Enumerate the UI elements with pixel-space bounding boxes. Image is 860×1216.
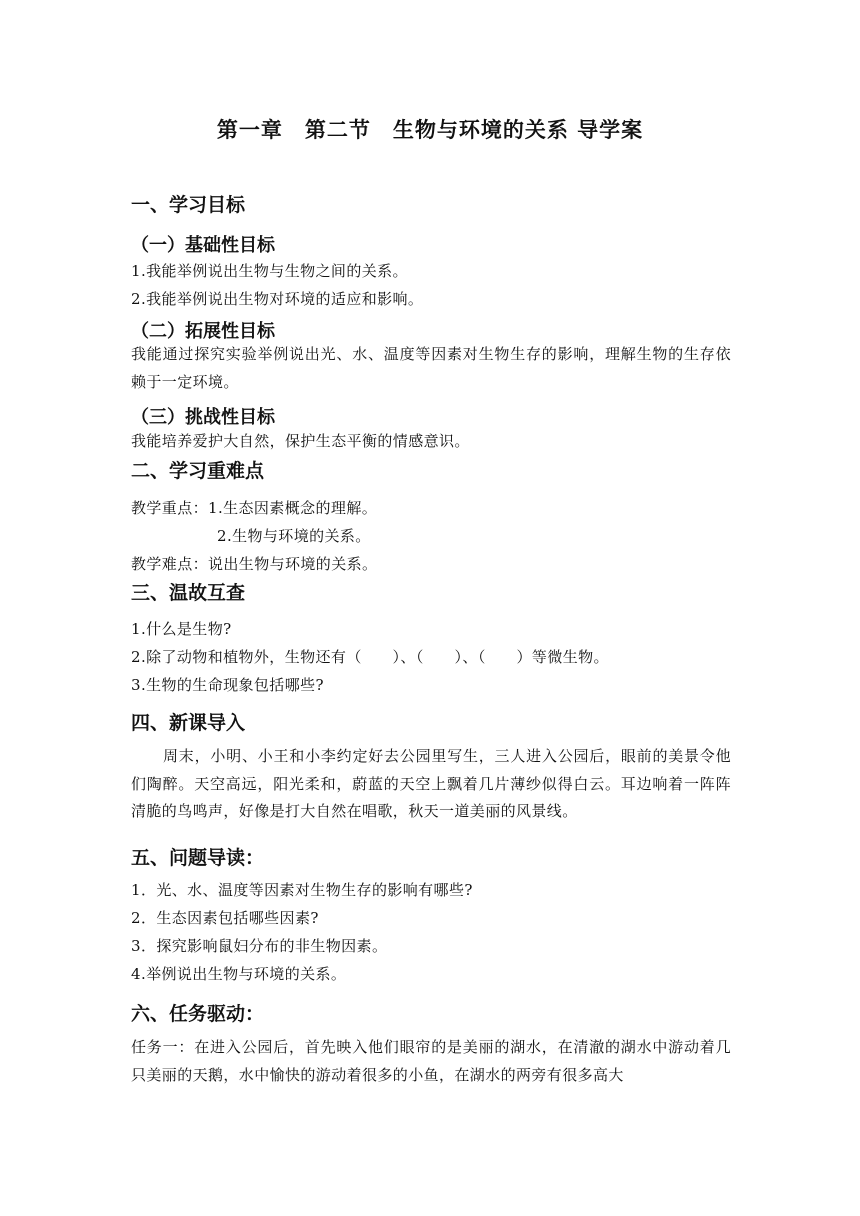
guided-question: 3．探究影响鼠妇分布的非生物因素。 bbox=[131, 937, 388, 955]
key-point: 教学重点：1.生态因素概念的理解。 bbox=[131, 499, 378, 517]
review-question: 2.除了动物和植物外，生物还有（ ）、（ ）、（ ）等微生物。 bbox=[131, 648, 609, 666]
subheading-basic-goals: （一）基础性目标 bbox=[131, 235, 275, 256]
section-heading-goals: 一、学习目标 bbox=[131, 194, 246, 216]
extended-goal-text: 我能通过探究实验举例说出光、水、温度等因素对生物生存的影响，理解生物的生存依赖于一定环境。 bbox=[131, 345, 731, 391]
guided-question: 2．生态因素包括哪些因素? bbox=[131, 909, 319, 927]
task-one-paragraph: 任务一：在进入公园后，首先映入他们眼帘的是美丽的湖水，在清澈的湖水中游动着几只美丽的天鹅，水中愉快的游动着很多的小鱼，在湖水的两旁有很多高大 bbox=[131, 1038, 731, 1084]
section-heading-guided-questions: 五、问题导读： bbox=[131, 847, 265, 869]
subheading-challenge-goals: （三）挑战性目标 bbox=[131, 407, 275, 428]
review-question: 3.生物的生命现象包括哪些? bbox=[131, 676, 324, 694]
guided-question: 1．光、水、温度等因素对生物生存的影响有哪些? bbox=[131, 881, 473, 899]
section-heading-key-points: 二、学习重难点 bbox=[131, 460, 265, 482]
review-question: 1.什么是生物? bbox=[131, 620, 232, 638]
goal-item: 1.我能举例说出生物与生物之间的关系。 bbox=[131, 262, 408, 280]
key-point: 2.生物与环境的关系。 bbox=[217, 527, 371, 545]
page-title: 第一章 第二节 生物与环境的关系 导学案 bbox=[216, 117, 644, 142]
guided-question: 4.举例说出生物与环境的关系。 bbox=[131, 965, 347, 983]
intro-paragraph: 周末，小明、小王和小李约定好去公园里写生，三人进入公园后，眼前的美景令他们陶醉。天空高远，阳光柔和，蔚蓝的天空上飘着几片薄纱似得白云。耳边响着一阵阵清脆的鸟鸣声，好像是打大自然在唱歌，秋天一道美丽的风景线。 bbox=[131, 747, 731, 820]
subheading-extended-goals: （二）拓展性目标 bbox=[131, 321, 275, 342]
difficulty-point: 教学难点：说出生物与环境的关系。 bbox=[131, 555, 378, 573]
section-heading-review: 三、温故互查 bbox=[131, 582, 246, 604]
section-heading-intro: 四、新课导入 bbox=[131, 712, 246, 734]
challenge-goal-text: 我能培养爱护大自然，保护生态平衡的情感意识。 bbox=[131, 432, 470, 450]
goal-item: 2.我能举例说出生物对环境的适应和影响。 bbox=[131, 290, 424, 308]
section-heading-tasks: 六、任务驱动： bbox=[131, 1003, 265, 1025]
